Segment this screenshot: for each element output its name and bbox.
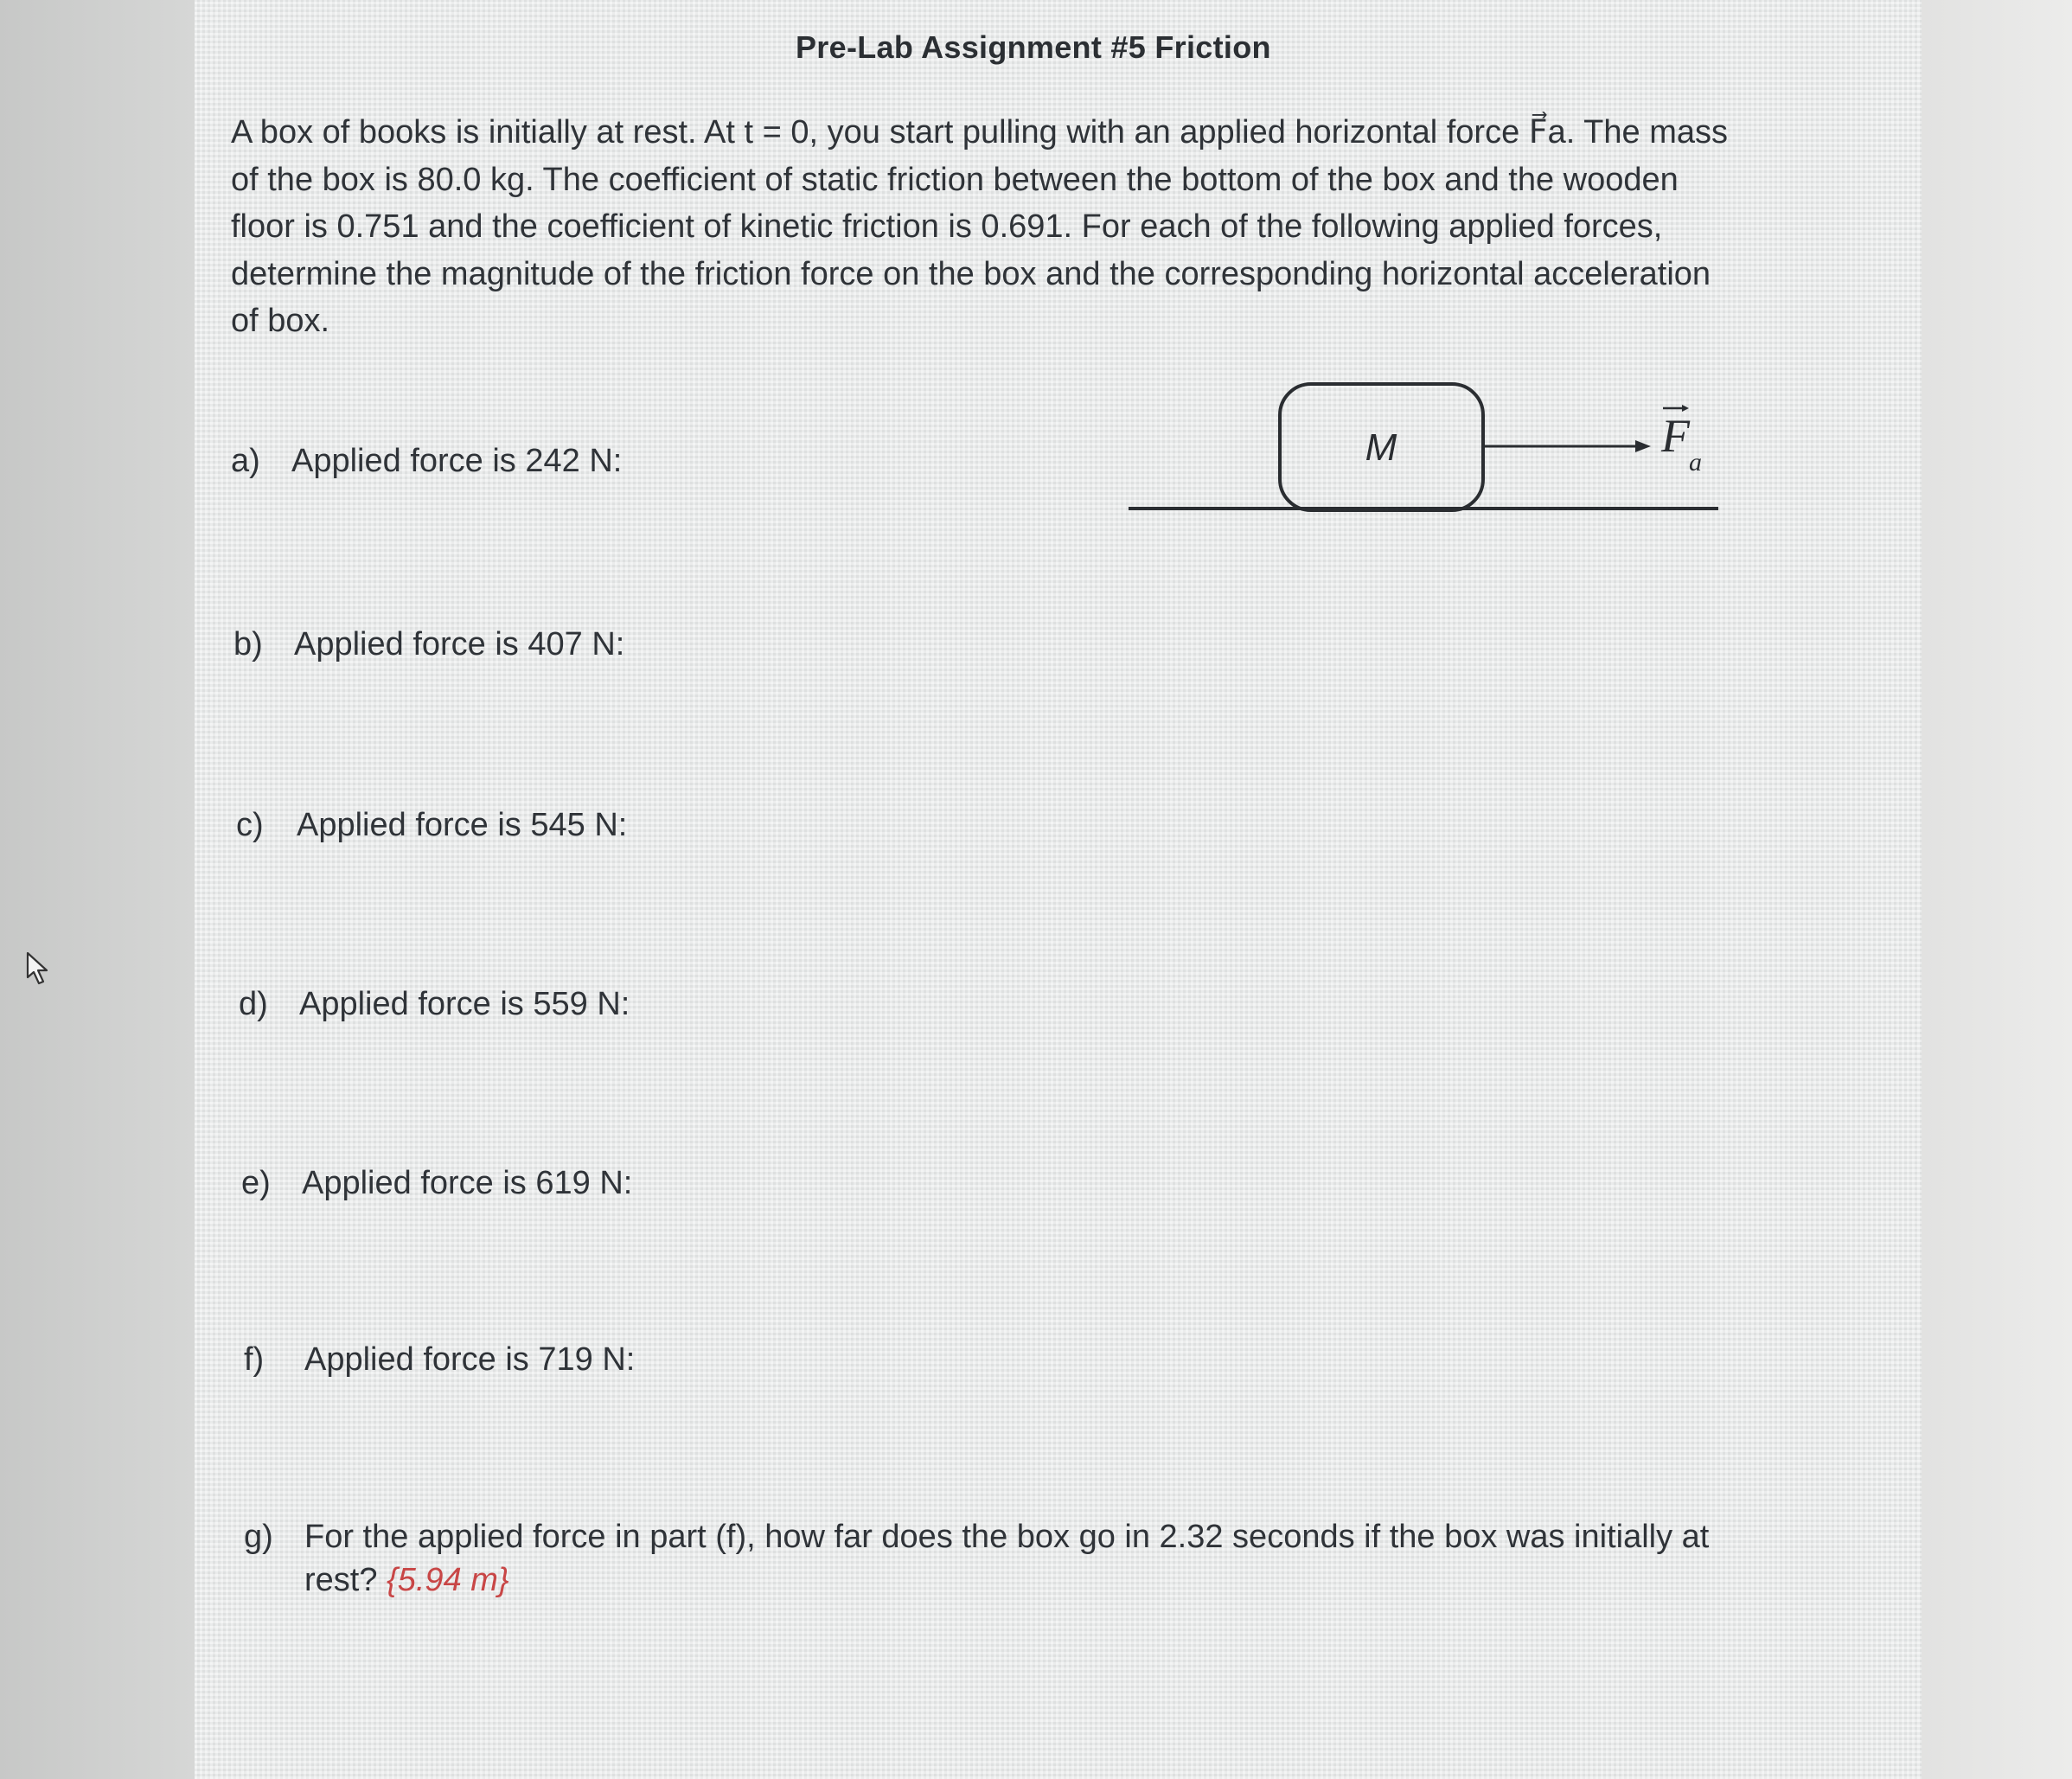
question-b (233, 626, 624, 663)
intro-line: of the box is 80.0 kg. The coefficient of static friction between the bottom of the box and the wooden (231, 161, 1679, 198)
arrow-head-icon (1635, 440, 1651, 452)
mouse-pointer-icon (24, 951, 54, 986)
question-label: c) (236, 807, 264, 843)
question-text (304, 1515, 1766, 1602)
question-text: Applied force is 719 N: (304, 1341, 636, 1378)
force-symbol: F (1661, 410, 1690, 462)
question-c (236, 807, 627, 844)
intro-line: floor is 0.751 and the coefficient of kinetic friction is 0.691. For each of the following applied forces, (231, 208, 1663, 245)
problem-statement (231, 109, 1822, 345)
force-diagram (1129, 381, 1725, 519)
page-title: Pre-Lab Assignment #5 Friction (796, 29, 1271, 65)
question-d (239, 986, 630, 1023)
force-subscript: a (1689, 448, 1702, 477)
question-label: d) (239, 986, 268, 1022)
background-right (1922, 0, 2072, 1779)
question-text: Applied force is 545 N: (297, 807, 628, 843)
question-text: Applied force is 559 N: (299, 986, 630, 1022)
question-label: g) (244, 1519, 273, 1555)
question-g-text: For the applied force in part (f), how far does the box go in 2.32 seconds if the box was initially at rest? (304, 1519, 1710, 1598)
question-label: e) (241, 1165, 271, 1201)
question-a (231, 443, 622, 480)
question-label: a) (231, 443, 260, 479)
intro-line: of box. (231, 303, 330, 339)
box-label: M (1365, 426, 1397, 469)
question-text: Applied force is 619 N: (302, 1165, 633, 1201)
question-e (241, 1165, 632, 1202)
intro-line: determine the magnitude of the friction force on the box and the corresponding horizontal acceleration (231, 255, 1711, 292)
question-f (244, 1341, 635, 1379)
question-text: Applied force is 242 N: (291, 443, 623, 479)
question-label: f) (244, 1341, 265, 1378)
background-left (0, 0, 195, 1779)
question-label: b) (233, 626, 263, 662)
intro-line: A box of books is initially at rest. At t = 0, you start pulling with an applied horizontal force F⃗a. The mass (231, 114, 1729, 150)
question-text: Applied force is 407 N: (294, 626, 625, 662)
answer-text: {5.94 m} (387, 1562, 509, 1598)
